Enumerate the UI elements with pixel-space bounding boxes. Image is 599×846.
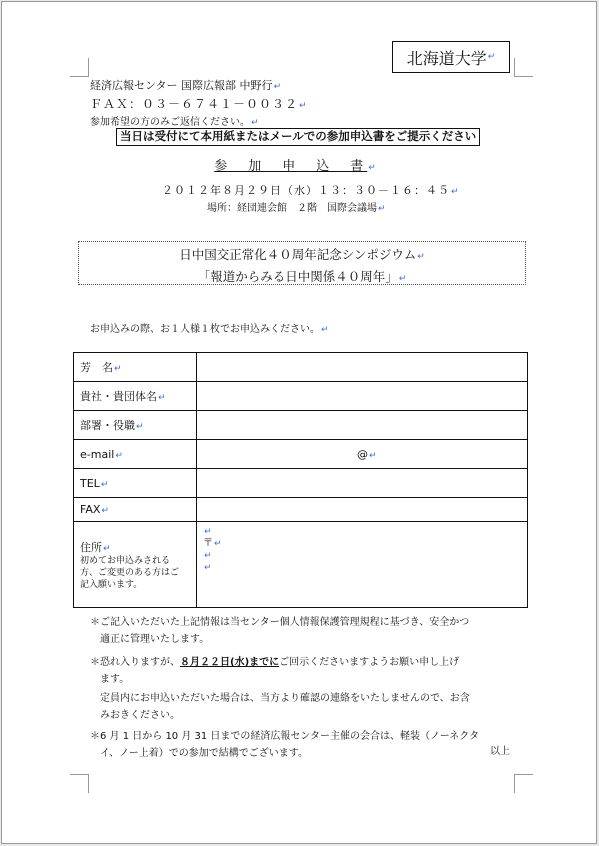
sender-line	[90, 77, 281, 93]
note-privacy	[90, 614, 479, 631]
tel-field[interactable]	[197, 469, 528, 498]
note-capacity-cont-text: みおきください。	[100, 710, 180, 721]
application-form-table	[73, 352, 528, 608]
sender-text: 経済広報センター 国際広報部 中野行	[90, 79, 273, 92]
crop-mark-top-right	[514, 58, 533, 77]
paragraph-mark-icon: ↵	[101, 506, 109, 516]
paragraph-mark-icon: ↵	[417, 252, 425, 262]
address-note: 初めてお申込みされる方、ご変更のある方はご記入願います。	[80, 555, 180, 590]
note-dresscode-text: ＊6 月 1 日から 10 月 31 日までの経済広報センター主催の会合は、軽装（ノーネクタ	[90, 731, 480, 742]
company-label-text: 貴社・貴団体名	[80, 390, 157, 403]
email-at-sign: @	[357, 447, 368, 461]
paragraph-mark-icon: ↵	[378, 204, 386, 214]
dept-field[interactable]	[197, 411, 528, 440]
reply-note	[90, 113, 259, 128]
fax-label-text: FAX	[80, 503, 101, 516]
note-deadline-cont-text: ます。	[100, 674, 130, 685]
note-dresscode-cont-text: イ、ノー上着）での参加で結構でございます。	[100, 748, 308, 759]
note-privacy-cont	[90, 631, 479, 648]
tel-label-text: TEL	[80, 476, 100, 490]
university-box	[392, 41, 510, 73]
table-row	[74, 498, 528, 522]
reply-note-text: 参加希望の方のみご返信ください。	[90, 117, 250, 128]
table-row	[74, 522, 528, 608]
postal-mark: 〒	[203, 538, 213, 549]
name-label	[74, 353, 197, 382]
event-title-line1-text: 日中国交正常化４０周年記念シンポジウム	[179, 247, 417, 262]
form-title	[182, 155, 412, 174]
event-title-line2	[79, 267, 525, 289]
paragraph-mark-icon: ↵	[299, 101, 308, 111]
name-label-text: 芳 名	[80, 361, 113, 374]
form-title-text: 参 加 申 込 書	[214, 159, 368, 174]
paragraph-mark-icon: ↵	[451, 187, 460, 197]
closing-mark	[490, 742, 510, 757]
fax-number: ＦＡＸ：０３－６７４１－００３２	[90, 97, 299, 111]
event-title-box	[78, 241, 526, 285]
address-field[interactable]	[197, 522, 528, 608]
note-privacy-cont-text: 適正に管理いたします。	[100, 634, 210, 645]
table-row	[74, 353, 528, 382]
email-field[interactable]	[197, 440, 528, 469]
paragraph-mark-icon: ↵	[321, 325, 329, 335]
paragraph-mark-icon: ↵	[369, 450, 377, 461]
name-field[interactable]	[197, 353, 528, 382]
paragraph-mark-icon: ↵	[100, 479, 109, 490]
dept-label	[74, 411, 197, 440]
note-deadline-cont	[90, 671, 479, 688]
note-deadline	[90, 654, 479, 671]
table-row	[74, 469, 528, 498]
paragraph-mark-icon: ↵	[214, 539, 222, 549]
datetime-text: ２０１２年８月２９日（水）１３：３０－１６：４５	[162, 184, 450, 197]
crop-mark-bottom-left	[70, 774, 89, 793]
dept-label-text: 部署・役職	[80, 419, 135, 432]
paragraph-mark-icon: ↵	[273, 82, 282, 92]
event-venue	[207, 199, 386, 214]
paragraph-mark-icon: ↵	[251, 118, 259, 128]
email-label-text: e-mail	[80, 447, 115, 461]
paragraph-mark-icon: ↵	[136, 422, 144, 432]
note-dresscode-cont	[90, 745, 479, 762]
table-row	[74, 411, 528, 440]
paragraph-mark-icon: ↵	[398, 274, 407, 284]
fax-field[interactable]	[197, 498, 528, 522]
fax-line	[90, 95, 308, 112]
crop-mark-top-left	[70, 58, 89, 77]
company-label	[74, 382, 197, 411]
note-deadline-prefix: ＊恐れ入りますが、	[90, 657, 180, 668]
paragraph-mark-icon: ↵	[487, 52, 496, 62]
note-deadline-date: ８月２２日(水)までに	[180, 657, 280, 668]
note-dresscode	[90, 728, 479, 745]
instruction-line	[90, 320, 329, 335]
document-page	[1, 1, 597, 844]
note-deadline-suffix: ご回示くださいますようお願い申し上げ	[279, 657, 460, 668]
paragraph-mark-icon: ↵	[115, 450, 123, 461]
address-label	[74, 522, 197, 608]
note-capacity	[90, 690, 479, 707]
instruction-text: お申込みの際、お１人様１枚でお申込みください。	[90, 324, 320, 335]
event-title-line2-text: 「報道からみる日中関係４０周年」	[197, 269, 398, 284]
paragraph-mark-icon: ↵	[204, 527, 212, 537]
table-row	[74, 382, 528, 411]
fax-label	[74, 498, 197, 522]
paragraph-mark-icon: ↵	[204, 563, 212, 573]
table-row	[74, 440, 528, 469]
note-capacity-cont	[90, 707, 479, 724]
notice-box: 当日は受付にて本用紙またはメールでの参加申込書をご提示ください	[116, 128, 480, 146]
university-name: 北海道大学	[406, 48, 487, 68]
crop-mark-bottom-right	[514, 774, 533, 793]
venue-text: 場所：経団連会館 ２階 国際会議場	[207, 203, 377, 214]
note-privacy-text: ＊ご記入いただいた上記情報は当センター個人情報保護管理規程に基づき、安全かつ	[90, 617, 470, 628]
address-label-text: 住所	[80, 540, 102, 554]
paragraph-mark-icon: ↵	[158, 393, 166, 403]
paragraph-mark-icon: ↵	[368, 163, 380, 173]
note-capacity-text: 定員内にお申込いただいた場合は、当方より確認の連絡をいたしませんので、お含	[100, 693, 470, 704]
email-label	[74, 440, 197, 469]
notes-section	[90, 614, 479, 762]
paragraph-mark-icon: ↵	[114, 364, 122, 374]
event-datetime	[162, 182, 460, 198]
paragraph-mark-icon: ↵	[204, 551, 212, 561]
company-field[interactable]	[197, 382, 528, 411]
event-title-line1	[79, 245, 525, 267]
paragraph-mark-icon: ↵	[103, 543, 111, 554]
closing-text: 以上	[490, 746, 510, 757]
tel-label	[74, 469, 197, 498]
